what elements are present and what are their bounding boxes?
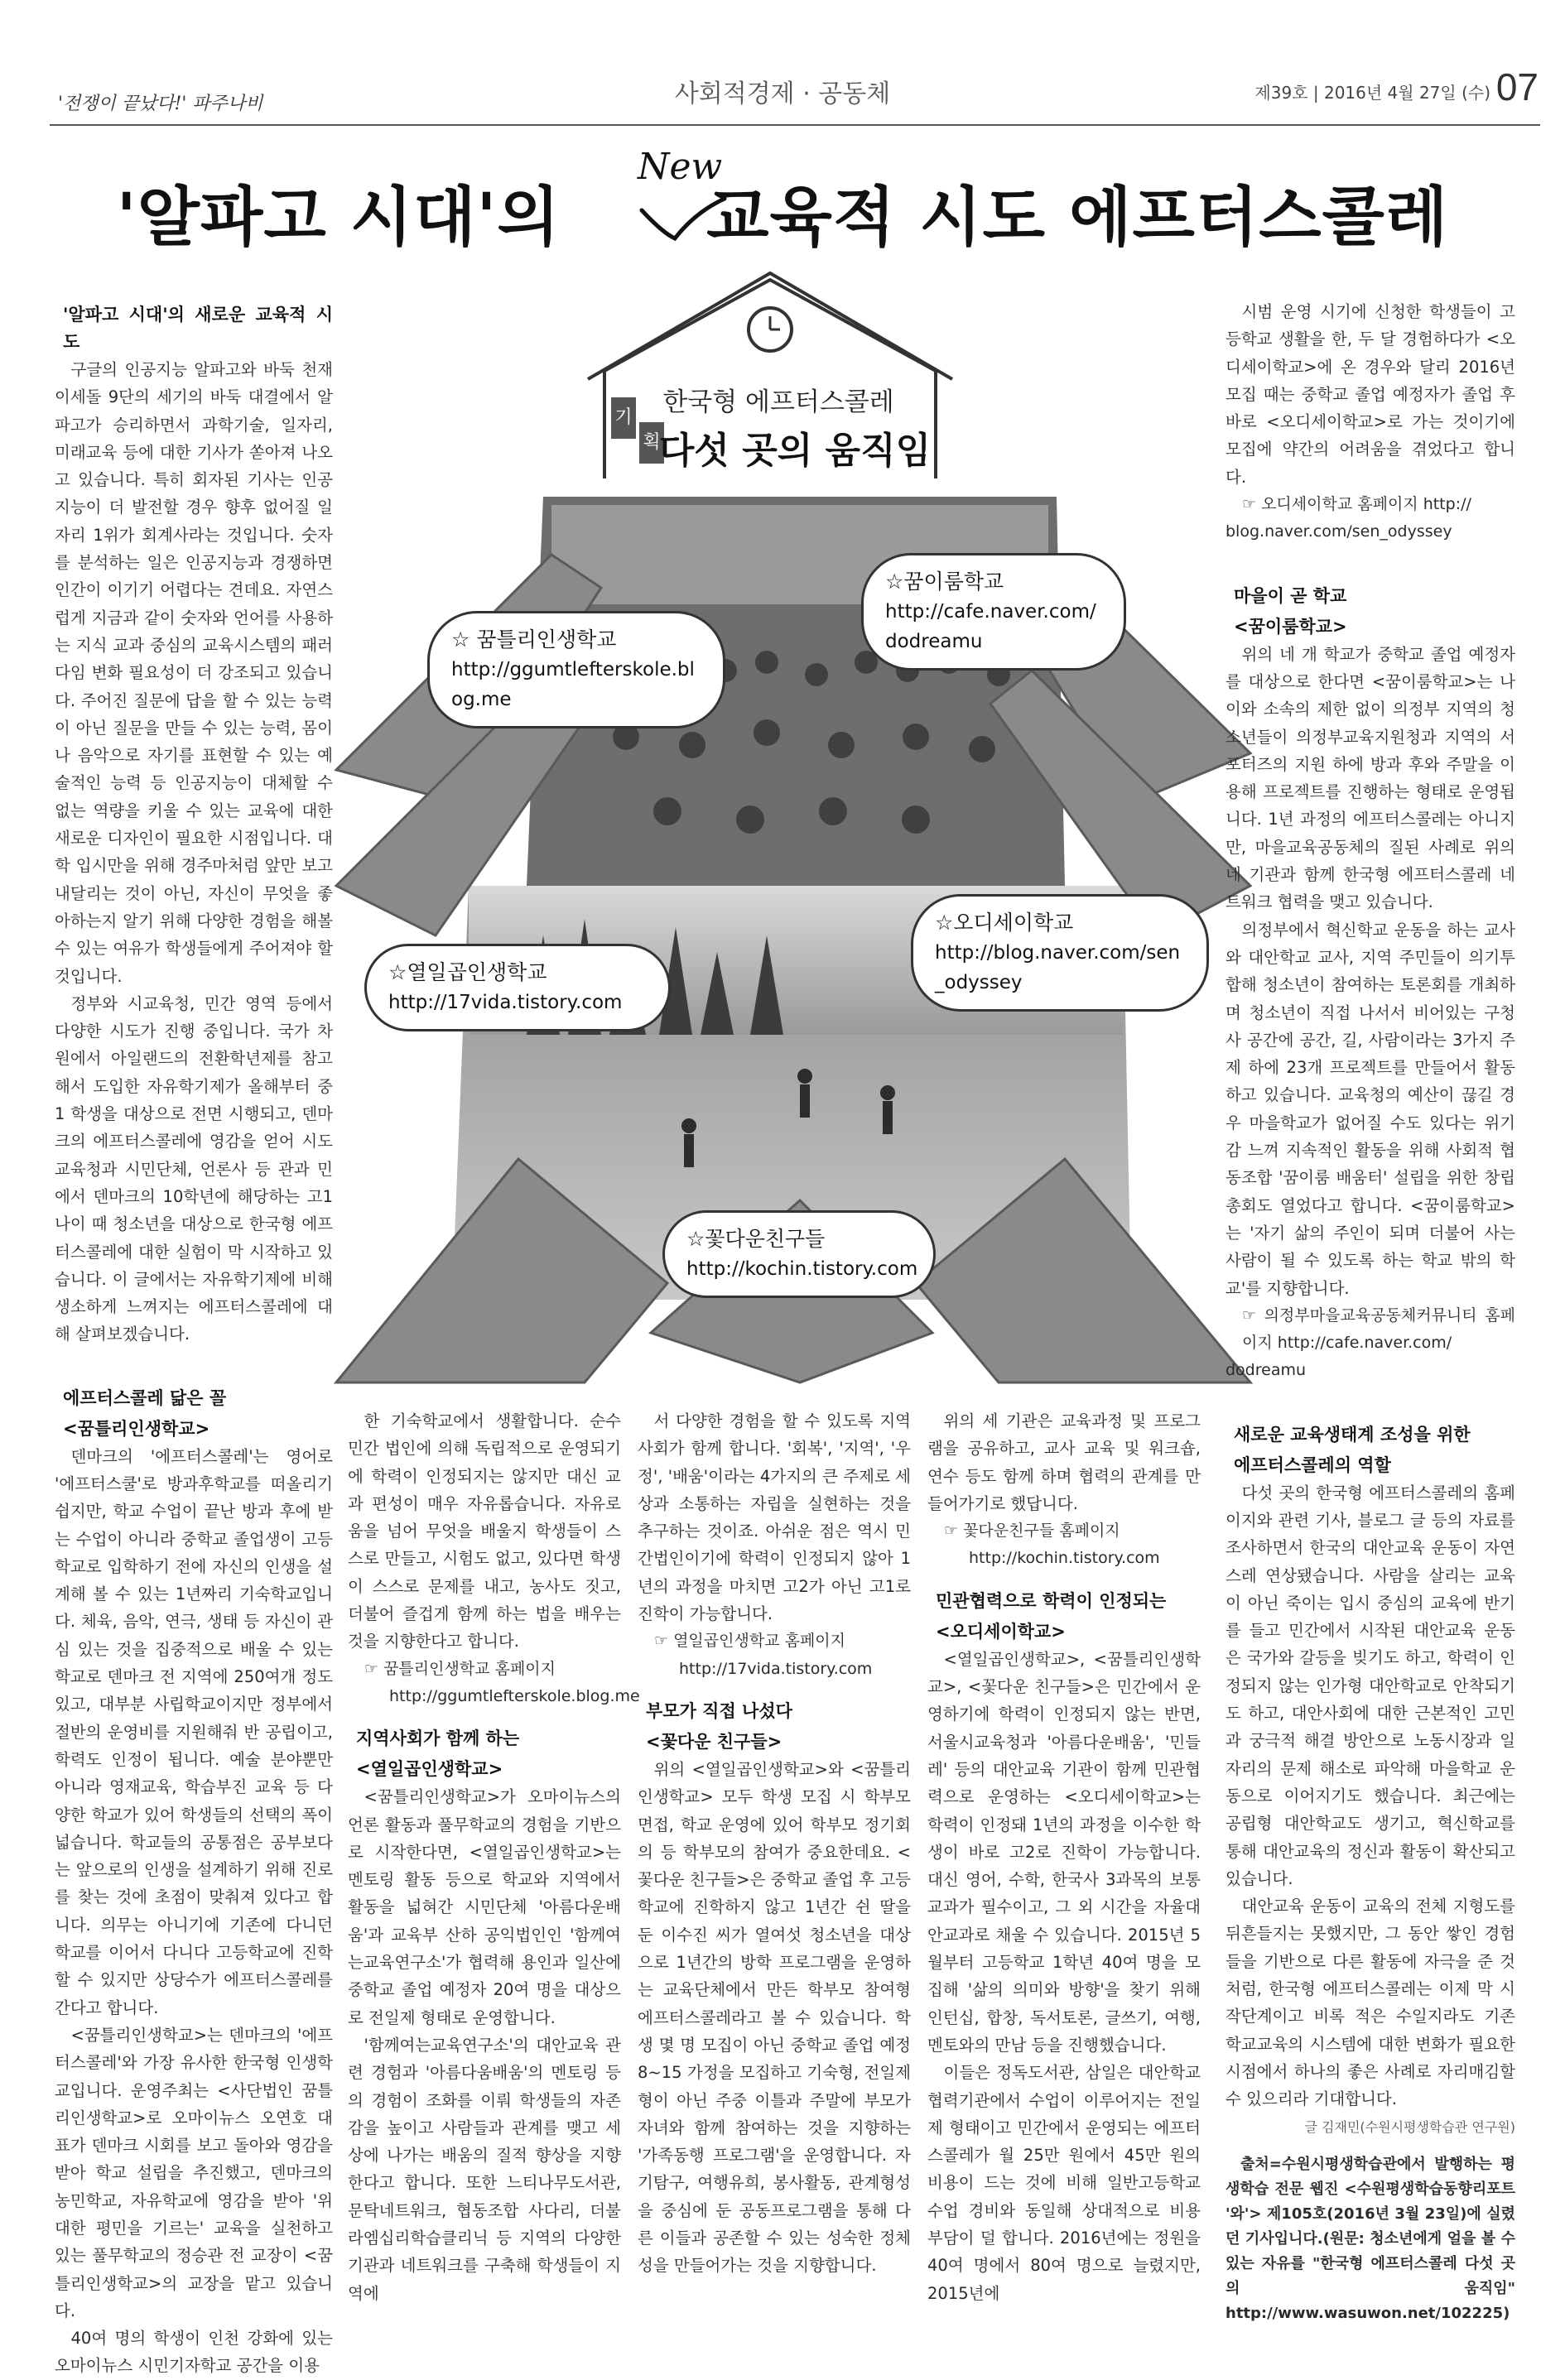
headline-part1: '알파고 시대'의 xyxy=(116,180,561,255)
col5-link1-label: ☞ 오디세이학교 홈페이지 http:// xyxy=(1242,495,1471,514)
cloud-odyssey-url[interactable]: http://blog.naver.com/sen_odyssey xyxy=(935,942,1181,993)
cloud-ggumtle xyxy=(427,611,725,728)
col5-paragraph-5: 대안교육 운동이 교육의 전체 지형도를 뒤흔들지는 못했지만, 그 동안 쌓인 경험들을 기반으로 다른 활동에 자극을 준 것처럼, 한국형 에프터스콜레는 이제 막 시작단계이고 비록 적은 수일지라도 기존 학교교육의 시스템에 대한 변화가 필요한 시점에서 하나의 좋은 사례로 자리매김할 수 있으리라 기대합니다. xyxy=(1226,1897,1515,2109)
col2-link-label: ☞ 꿈틀리인생학교 홈페이지 xyxy=(364,1659,556,1678)
col2-link-url[interactable]: http://ggumtlefterskole.blog.me xyxy=(389,1686,640,1705)
cloud-yeolilgop-url[interactable]: http://17vida.tistory.com xyxy=(388,992,623,1013)
col1-paragraph-4: <꿈틀리인생학교>는 덴마크의 '에프터스콜레'와 가장 유사한 한국형 인생학교입니다. 운영주최는 <사단법인 꿈틀리인생학교>로 오마이뉴스 오연호 대표가 덴마크 시회를 보고 돌아와 영감을 받아 학교 설립을 추진했고, 덴마크의 농민학교, 자유학교에 영감을 받아 '위대한 평민을 기르는' 교육을 실천하고 있는 풀무학교의 정승관 전 교장이 <꿈틀리인생학교>의 교장을 맡고 있습니다. xyxy=(55,2025,333,2320)
col5-paragraph-3: 의정부에서 혁신학교 운동을 하는 교사와 대안학교 교사, 지역 주민들이 의기투합해 청소년이 참여하는 토론회를 개최하며 청소년이 직접 나서서 비어있는 구청사 공간에 공간, 길, 사람이라는 3가지 주제 하에 23개 프로젝트를 만들어서 활동하고 있습니다. 교육청의 예산이 끊길 경우 마을학교가 없어질 수도 있다는 위기감 느껴 지속적인 활동을 위해 사회적 협동조합 '꿈이룸 배움터' 설립을 위한 창립총회도 열었다고 합니다. <꿈이룸학교>는 '자기 삶의 주인이 되며 더불어 사는 사람이 될 수 있도록 하는 학교 밖의 학교'를 지향합니다. xyxy=(1226,920,1515,1298)
col3-paragraph-2: 위의 <열일곱인생학교>와 <꿈틀리인생학교> 모두 학생 모집 시 학부모 면접, 학교 운영에 있어 학부모 정기회의 등 학부모의 참여가 중요한데요. <꽃다운 친구들>은 중학교 졸업 후 고등학교에 진학하지 않고 1년간 쉰 딸을 둔 이수진 씨가 열여섯 청소년을 대상으로 1년간의 방학 프로그램을 운영하는 교육단체에서 만든 학부모 참여형 에프터스콜레라고 볼 수 있습니다. 학생 몇 명 모집이 아닌 중학교 졸업 예정 8~15 가정을 모집하고 기숙형, 전일제형이 아닌 주중 이틀과 주말에 부모가 자녀와 함께 참여하는 것을 지향하는 '가족동행 프로그램'을 운영합니다. 자기탐구, 여행유희, 봉사활동, 관계형성을 중심에 둔 공동프로그램을 통해 다른 이들과 공존할 수 있는 성숙한 정체성을 만들어가는 것을 지향합니다. xyxy=(638,1759,911,2276)
col4-paragraph-3: 이들은 정독도서관, 삼일은 대안학교 협력기관에서 수업이 이루어지는 전일제 형태이고 민간에서 운영되는 에프터스콜레가 월 25만 원에서 45만 원의 비용이 드는 것에 비해 일반고등학교 수업 경비와 동일해 상대적으로 비용 부담이 덜 합니다. 2016년에는 정원을 40여 명에서 80여 명으로 늘렸지만, 2015년에 xyxy=(927,2063,1201,2303)
cloud-kkotdaun-name: ☆꽃다운친구들 xyxy=(686,1227,826,1251)
masthead xyxy=(0,0,1565,132)
col5-paragraph-1: 시범 운영 시기에 신청한 학생들이 고등학교 생활을 한, 두 달 경험하다가 <오디세이학교>에 온 경우와 달리 2016년 모집 때는 중학교 졸업 예정자가 졸업 후 바로 <오디세이학교>로 가는 것이기에 모집에 약간의 어려움을 겪었다고 합니다. xyxy=(1226,302,1515,487)
col1-heading-1: '알파고 시대'의 새로운 교육적 시도 xyxy=(63,305,333,352)
column-5 xyxy=(1226,298,1515,2322)
col4-link-label: ☞ 꽃다운친구들 홈페이지 xyxy=(944,1522,1120,1541)
col4-paragraph-2: <열일곱인생학교>, <꿈틀리인생학교>, <꽃다운 친구들>은 민간에서 운영하기에 학력이 인정되지 않는 반면, 서울시교육청과 '아름다운배움', '민들레' 등의 대안교육 기관이 함께 민관협력으로 운영하는 <오디세이학교>는 학력이 인정돼 1년의 과정을 이수한 학생이 바로 고2로 진학이 가능합니다. 대신 영어, 수학, 한국사 3과목의 보통교과가 필수이고, 그 외 시간을 자율대안교과로 채울 수 있습니다. 2015년 5월부터 고등학교 1학년 40여 명을 모집해 '삶의 의미와 방향'을 찾기 위해 인턴십, 합창, 독서토론, 글쓰기, 여행, 멘토와의 만남 등을 진행했습니다. xyxy=(927,1649,1201,2055)
col3-heading-b: <꽃다운 친구들> xyxy=(646,1731,782,1752)
new-tag: New xyxy=(638,146,723,188)
cloud-ggumirum-url[interactable]: http://cafe.naver.com/dodreamu xyxy=(885,601,1096,652)
banner-tag-2: 획 xyxy=(639,422,664,464)
cloud-odyssey xyxy=(911,894,1209,1012)
col5-heading-a: 마을이 곧 학교 xyxy=(1234,585,1347,606)
checkmark-icon xyxy=(638,195,729,245)
col5-link2-url[interactable]: dodreamu xyxy=(1226,1361,1307,1380)
section-title: 사회적경제 · 공동체 xyxy=(674,79,891,108)
masthead-divider xyxy=(50,124,1540,126)
col2-paragraph-2: <꿈틀리인생학교>가 오마이뉴스의 언론 활동과 풀무학교의 경험을 기반으로 시작한다면, <열일곱인생학교>는 멘토링 활동 등으로 학교와 지역에서 활동을 넓혀간 시민단체 '아름다운배움'과 교육부 산하 공익법인인 '함께여는교육연구소'가 협력해 용인과 일산에 중학교 졸업 예정자 20여 명을 대상으로 전일제 형태로 운영합니다. xyxy=(348,1787,621,2027)
headline xyxy=(0,166,1565,258)
headline-part2: 교육적 시도 에프터스콜레 xyxy=(706,180,1449,255)
source-note: 출처=수원시평생학습관에서 발행하는 평생학습 전문 웹진 <수원평생학습동향리포트 '와'> 제105호(2016년 3월 23일)에 실렸던 기사입니다.(원문: 청소년에게 얼을 볼 수 있는 자유를 "한국형 에프터스콜레 다섯 곳의 움직임" http://www.wasuwon.net/102225) xyxy=(1226,2155,1515,2322)
cloud-yeolilgop xyxy=(364,944,671,1031)
col1-paragraph-5: 40여 명의 학생이 인천 강화에 있는 오마이뉴스 시민기자학교 공간을 이용 xyxy=(55,2329,333,2376)
author-credit: 글 김재민(수원시평생학습관 연구원) xyxy=(1304,2118,1515,2135)
column-4 xyxy=(927,1407,1201,2303)
col3-link-url[interactable]: http://17vida.tistory.com xyxy=(679,1659,873,1678)
cloud-ggumtle-url[interactable]: http://ggumtlefterskole.blog.me xyxy=(451,659,695,710)
col4-heading-b: <오디세이학교> xyxy=(936,1621,1066,1642)
column-3 xyxy=(638,1407,911,2276)
col1-heading-2a: 에프터스콜레 닮은 꼴 xyxy=(63,1387,227,1408)
col2-heading-b: <열일곱인생학교> xyxy=(356,1759,503,1780)
cloud-ggumtle-name: ☆ 꿈틀리인생학교 xyxy=(451,627,617,651)
col5-link2-label: ☞ 의정부마을교육공동체커뮤니티 홈페이지 http://cafe.naver.com/ xyxy=(1242,1305,1515,1353)
col2-paragraph-3: '함께여는교육연구소'의 대안교육 관련 경험과 '아름다움배움'의 멘토링 등의 경험이 조화를 이뤄 학생들의 자존감을 높이고 사람들과 관계를 맺고 세상에 나가는 배움의 질적 향상을 지향한다고 합니다. 또한 느티나무도서관, 문탁네트워크, 협동조합 사다리, 더불라엠십리학습클리닉 등 지역의 다양한 기관과 네트워크를 구축해 학생들이 지역에 xyxy=(348,2035,621,2303)
col4-link-url[interactable]: http://kochin.tistory.com xyxy=(969,1549,1160,1568)
col5-paragraph-2: 위의 네 개 학교가 중학교 졸업 예정자를 대상으로 한다면 <꿈이룸학교>는 나이와 소속의 제한 없이 의정부 지역의 청소년들이 의정부교육지원청과 지역의 서포터즈의 지원 하에 방과 후와 주말을 이용해 프로젝트를 진행하는 형태로 운영됩니다. 1년 과정의 에프터스콜레는 아니지만, 마을교육공동체의 질된 사례로 위의 네 기관과 함께 한국형 에프터스콜레 네트워크 협력을 맺고 있습니다. xyxy=(1226,644,1515,912)
cloud-kkotdaun-url[interactable]: http://kochin.tistory.com xyxy=(686,1258,918,1280)
col4-heading-a: 민관협력으로 학력이 인정되는 xyxy=(936,1590,1167,1611)
col1-paragraph-2: 정부와 시교육청, 민간 영역 등에서 다양한 시도가 진행 중입니다. 국가 차원에서 아일랜드의 전환학년제를 참고해서 도입한 자유학기제가 올해부터 중1 학생을 대상으로 전면 시행되고, 덴마크의 에프터스콜레에 영감을 얻어 시도교육청과 시민단체, 언론사 등 관과 민에서 덴마크의 10학년에 해당하는 고1 나이 때 청소년을 대상으로 한국형 에프터스콜레에 대한 실험이 막 시작하고 있습니다. 이 글에서는 자유학기제에 비해 생소하게 느껴지는 에프터스콜레에 대해 살펴보겠습니다. xyxy=(55,993,333,1344)
col5-heading2-a: 새로운 교육생태계 조성을 위한 xyxy=(1234,1424,1471,1445)
banner-main: 다섯 곳의 움직임 xyxy=(658,430,932,472)
banner-title: 한국형 에프터스콜레 xyxy=(662,387,894,417)
issue-info: 제39호 | 2016년 4월 27일 (수) xyxy=(1254,83,1490,103)
col5-heading2-b: 에프터스콜레의 역할 xyxy=(1234,1454,1391,1475)
cloud-odyssey-name: ☆오디세이학교 xyxy=(935,911,1074,935)
cloud-kkotdaun xyxy=(662,1210,936,1298)
col5-paragraph-4: 다섯 곳의 한국형 에프터스콜레의 홈페이지와 관련 기사, 블로그 글 등의 자료를 조사하면서 한국의 대안교육 운동이 자연스레 연상됐습니다. 사람을 살리는 교육이 아닌 죽이는 입시 중심의 교육에 반기를 들고 민간에서 시작된 대안교육 운동은 국가와 갈등을 빚기도 하고, 학력이 인정되지 않는 인가형 대안학교로 안착되기도 하고, 대안사회에 대한 근본적인 고민과 궁극적 해결 방안으로 노동시장과 일자리의 문제 해소로 파악해 마을학교 운동으로 이어지기도 했습니다. 최근에는 공립형 대안학교도 생기고, 혁신학교를 통해 대안교육의 정신과 활동이 확산되고 있습니다. xyxy=(1226,1483,1515,1888)
banner-tag-1: 기 xyxy=(611,397,636,439)
newspaper-logo: '전쟁이 끝났다!' 파주나비 xyxy=(58,94,263,114)
col2-paragraph-1: 한 기숙학교에서 생활합니다. 순수 민간 법인에 의해 독립적으로 운영되기에 학력이 인정되지는 않지만 대신 교과 편성이 매우 자유롭습니다. 자유로움을 넘어 무엇을 배울지 학생들이 스스로 만들고, 시험도 없고, 있다면 학생이 스스로 문제를 내고, 농사도 짓고, 더불어 즐겁게 함께 하는 법을 배우는 것을 지향한다고 합니다. xyxy=(348,1411,621,1652)
col3-heading-a: 부모가 직접 나섰다 xyxy=(646,1700,792,1721)
column-1 xyxy=(55,298,333,2376)
cloud-yeolilgop-name: ☆열일곱인생학교 xyxy=(388,960,547,984)
col5-heading-b: <꿈이룸학교> xyxy=(1234,616,1347,637)
col1-paragraph-1: 구글의 인공지능 알파고와 바둑 천재 이세돌 9단의 세기의 바둑 대결에서 알파고가 승리하면서 과학기술, 일자리, 미래교육 등에 대한 기사가 쏟아져 나오고 있습니다. 특히 회자된 기사는 인공지능이 더 발전할 경우 향후 없어질 일자리 1위가 회계사라는 것입니다. 숫자를 분석하는 일은 인공지능과 경쟁하면 인간이 이기기 어렵다는 견데요. 자연스럽게 지금과 같이 숫자와 언어를 사용하는 지식 교과 중심의 교육시스템의 패러다임 변화 필요성이 더 강조되고 있습니다. 주어진 질문에 답을 할 수 있는 능력이 아닌 질문을 만들 수 있는 능력, 몸이나 음악으로 자기를 표현할 수 있는 예술적인 능력 등 인공지능이 대체할 수 없는 역량을 키울 수 있는 교육에 대한 새로운 디자인이 필요한 시점입니다. 대학 입시만을 위해 경주마처럼 앞만 보고 내달리는 것이 아닌, 자신이 무엇을 좋아하는지 알기 위해 다양한 경험을 해볼 수 있는 여유가 학생들에게 주어져야 할 것입니다. xyxy=(55,360,333,986)
col3-link-label: ☞ 열일곱인생학교 홈페이지 xyxy=(654,1632,846,1651)
col1-paragraph-3: 덴마크의 '에프터스콜레'는 영어로 '에프터스쿨'로 방과후학교를 떠올리기 쉽지만, 학교 수업이 끝난 방과 후에 받는 수업이 아니라 중학교 졸업생이 고등학교로 입학하기 전에 자신의 인생을 설계해 볼 수 있는 1년짜리 기숙학교입니다. 체육, 음악, 연극, 생태 등 자신이 관심 있는 것을 집중적으로 배울 수 있는 학교로 덴마크 전 지역에 250여개 정도 있고, 대부분 사립학교이지만 정부에서 절반의 운영비를 지원해줘 반 공립이고, 학력도 인정이 됩니다. 예술 분야뿐만 아니라 영재교육, 학습부진 교육 등 다양한 학교가 있어 학생들의 선택의 폭이 넓습니다. 학교들의 공통점은 공부보다는 앞으로의 인생을 설계하기 위해 진로를 찾는 것에 초점이 맞춰져 있다고 합니다. 의무는 아니기에 기존에 다니던 학교를 이어서 다니다 고등학교에 진학할 수 있지만 상당수가 에프터스콜레를 간다고 합니다. xyxy=(55,1446,333,2017)
col2-heading-a: 지역사회가 함께 하는 xyxy=(356,1729,520,1749)
col1-heading-2b: <꿈틀리인생학교> xyxy=(63,1418,210,1439)
column-2 xyxy=(348,1407,640,2303)
cloud-ggumirum-name: ☆꿈이룸학교 xyxy=(885,570,1004,594)
page-number: 07 xyxy=(1495,65,1539,108)
cloud-ggumirum xyxy=(861,553,1126,671)
col4-paragraph-1: 위의 세 기관은 교육과정 및 프로그램을 공유하고, 교사 교육 및 워크숍, 연수 등도 함께 하며 협력의 관계를 만들어가기로 했답니다. xyxy=(927,1411,1201,1513)
col5-link1-url[interactable]: blog.naver.com/sen_odyssey xyxy=(1226,522,1452,541)
col3-paragraph-1: 서 다양한 경험을 할 수 있도록 지역사회가 함께 합니다. '회복', '지역', '우정', '배움'이라는 4가지의 큰 주제로 세상과 소통하는 자립을 실현하는 것을 추구하는 것이죠. 아쉬운 점은 역시 민간법인이기에 학력이 인정되지 않아 1년의 과정을 마치면 고2가 아닌 고1로 진학이 가능합니다. xyxy=(638,1411,911,1624)
